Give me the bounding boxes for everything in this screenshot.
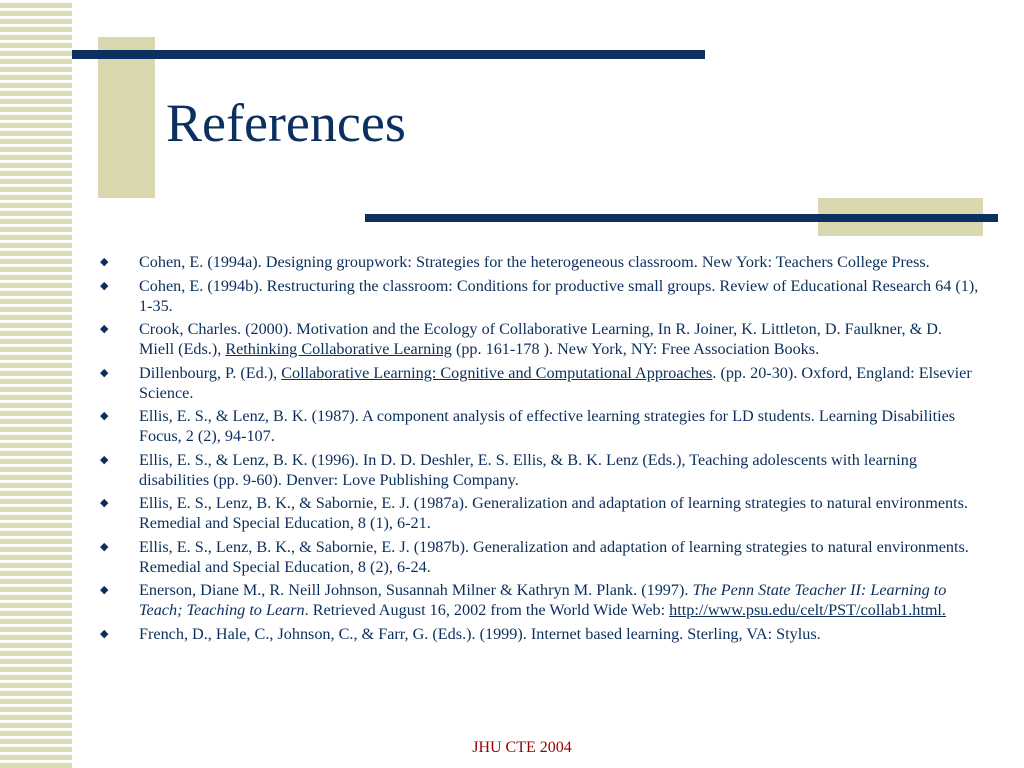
diamond-bullet-icon: ◆ <box>100 540 109 553</box>
reference-item <box>100 276 980 316</box>
slide-footer: JHU CTE 2004 <box>472 739 572 756</box>
reference-link[interactable]: Rethinking Collaborative Learning <box>225 340 452 358</box>
reference-text: Cohen, E. (1994b). Restructuring the classroom: Conditions for productive small groups. Review of Educational Research 64 (1), 1-35. <box>139 276 979 315</box>
reference-text: Cohen, E. (1994a). Designing groupwork: Strategies for the heterogeneous classroom. New York: Teachers College Press. <box>139 253 930 271</box>
striped-side-band <box>0 0 72 768</box>
reference-text: Ellis, E. S., & Lenz, B. K. (1996). In D. D. Deshler, E. S. Ellis, & B. K. Lenz (Eds.), Teaching adolescents with learning disabilities (pp. 9-60). Denver: Love Publishing Company. <box>139 450 917 489</box>
reference-link[interactable]: Collaborative Learning: Cognitive and Computational Approaches <box>281 363 713 382</box>
reference-item <box>100 537 980 577</box>
decorative-tan-block-top <box>98 37 155 198</box>
reference-italic-title: The Penn State Teacher II: Learning to Teach; Teaching to Learn <box>139 581 947 619</box>
reference-text-continued: . Retrieved August 16, 2002 from the World Wide Web: <box>304 601 670 619</box>
diamond-bullet-icon: ◆ <box>100 279 109 292</box>
reference-text: Ellis, E. S., & Lenz, B. K. (1987). A component analysis of effective learning strategies for LD students. Learning Disabilities Focus, 2 (2), 94-107. <box>139 407 956 445</box>
diamond-bullet-icon: ◆ <box>100 366 109 379</box>
reference-item <box>100 319 980 359</box>
reference-item <box>100 580 980 620</box>
reference-text-continued: . (pp. 20-30). Oxford, England: Elsevier Science. <box>139 363 972 402</box>
reference-text-continued: (pp. 161-178 ). New York, NY: Free Association Books. <box>451 340 820 358</box>
reference-item <box>100 363 980 403</box>
slide-title: References <box>166 93 406 153</box>
reference-item <box>100 450 980 490</box>
decorative-navy-rule-top <box>72 50 705 59</box>
reference-text: French, D., Hale, C., Johnson, C., & Farr, G. (Eds.). (1999). Internet based learning. Sterling, VA: Stylus. <box>139 624 821 643</box>
reference-text: Ellis, E. S., Lenz, B. K., & Sabornie, E. J. (1987a). Generalization and adaptation of learning strategies to natural environments. Remedial and Special Education, 8 (1), 6-21. <box>139 494 968 532</box>
reference-text: Enerson, Diane M., R. Neill Johnson, Susannah Milner & Kathryn M. Plank. (1997). <box>139 581 693 599</box>
diamond-bullet-icon: ◆ <box>100 256 109 268</box>
diamond-bullet-icon: ◆ <box>100 323 109 335</box>
diamond-bullet-icon: ◆ <box>100 410 109 422</box>
reference-item <box>100 252 980 272</box>
diamond-bullet-icon: ◆ <box>100 497 109 509</box>
reference-item <box>100 406 980 446</box>
diamond-bullet-icon: ◆ <box>100 627 109 640</box>
reference-url-link[interactable]: http://www.psu.edu/celt/PST/collab1.html. <box>669 601 946 619</box>
diamond-bullet-icon: ◆ <box>100 584 109 596</box>
reference-text: Dillenbourg, P. (Ed.), <box>139 363 282 382</box>
reference-item <box>100 624 980 644</box>
reference-text: Crook, Charles. (2000). Motivation and the Ecology of Collaborative Learning, In R. Joiner, K. Littleton, D. Faulkner, & D. Miell (Eds.), <box>139 320 942 358</box>
reference-item <box>100 493 980 533</box>
decorative-navy-rule-bottom <box>365 214 998 222</box>
diamond-bullet-icon: ◆ <box>100 453 109 466</box>
references-list <box>100 252 980 647</box>
reference-text: Ellis, E. S., Lenz, B. K., & Sabornie, E. J. (1987b). Generalization and adaptation of learning strategies to natural environments. Remedial and Special Education, 8 (2), 6-24. <box>139 537 969 576</box>
